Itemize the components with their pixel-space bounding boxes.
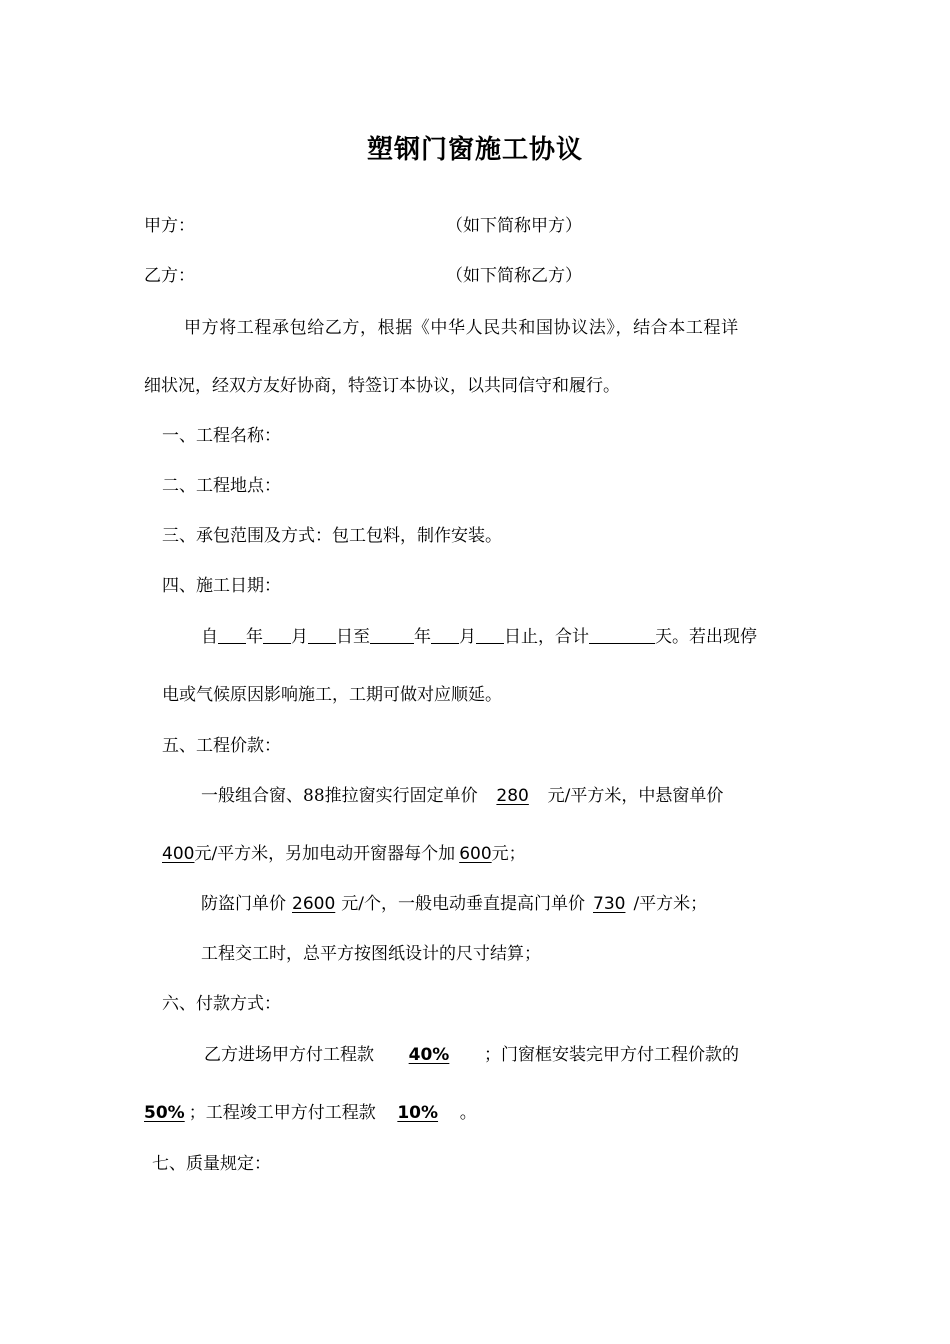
- schedule-day-to: 日至: [336, 627, 370, 647]
- start-year-blank: [218, 625, 246, 644]
- schedule-year-2: 年: [414, 627, 431, 647]
- payment-completion-text: ；工程竣工甲方付工程款: [188, 1103, 376, 1123]
- middle-hung-window-price: 400: [162, 844, 195, 864]
- section-5-heading: 五、工程价款：: [162, 736, 281, 756]
- schedule-until: 日止，合计: [504, 627, 589, 647]
- section-1-project-name: 一、工程名称：: [162, 426, 281, 446]
- price-line-4: 工程交工时，总平方按图纸设计的尺寸结算；: [201, 944, 541, 964]
- section-7-quality: 七、质量规定：: [152, 1154, 271, 1174]
- party-b-label: 乙方：: [144, 266, 195, 286]
- lift-door-price: 730: [593, 894, 626, 914]
- price-line-1: [201, 784, 723, 808]
- document-title: 塑钢门窗施工协议: [366, 135, 583, 165]
- lift-door-text: 元/个，一般电动垂直提高门单价: [341, 894, 585, 914]
- schedule-month: 月: [291, 627, 308, 647]
- payment-entry-text: 乙方进场甲方付工程款: [204, 1045, 374, 1065]
- payment-end: 。: [459, 1103, 477, 1123]
- section-4-heading: 四、施工日期：: [162, 576, 281, 596]
- section-2-project-location: 二、工程地点：: [162, 476, 281, 496]
- schedule-month-2: 月: [459, 627, 476, 647]
- party-b-note: （如下简称乙方）: [446, 266, 582, 286]
- payment-line-1: [204, 1043, 739, 1067]
- price-opener-unit: 元；: [491, 844, 526, 864]
- payment-completion-percent: 10%: [397, 1103, 439, 1123]
- price-line-3: [201, 892, 707, 916]
- payment-frame-text: ；门窗框安装完甲方付工程价款的: [484, 1045, 739, 1065]
- opener-price: 600: [459, 844, 492, 864]
- start-month-blank: [263, 625, 291, 644]
- security-door-price: 2600: [292, 894, 336, 914]
- end-month-blank: [431, 625, 459, 644]
- schedule-line-2: 电或气候原因影响施工，工期可做对应顺延。: [162, 685, 502, 705]
- end-year-blank: [370, 625, 414, 644]
- party-a-label: 甲方：: [144, 216, 195, 236]
- party-a-note: （如下简称甲方）: [446, 216, 582, 236]
- section-6-heading: 六、付款方式：: [162, 994, 281, 1014]
- price-line-2: [162, 842, 526, 866]
- end-day-blank: [476, 625, 504, 644]
- schedule-year: 年: [246, 627, 263, 647]
- payment-line-2: [144, 1101, 477, 1125]
- intro-line-2: 细状况，经双方友好协商，特签订本协议，以共同信守和履行。: [144, 376, 620, 396]
- schedule-line: [201, 625, 757, 649]
- total-days-blank: [589, 625, 655, 644]
- start-day-blank: [308, 625, 336, 644]
- payment-frame-percent: 50%: [144, 1103, 185, 1123]
- intro-line-1: 甲方将工程承包给乙方，根据《中华人民共和国协议法》，结合本工程详: [184, 318, 739, 338]
- price-window-text: 一般组合窗、88推拉窗实行固定单价: [201, 786, 478, 806]
- schedule-from: 自: [201, 627, 218, 647]
- lift-door-unit: /平方米；: [633, 894, 708, 914]
- price-window-text-2: 元/平方米，中悬窗单价: [547, 786, 724, 806]
- price-opener-text: 元/平方米，另加电动开窗器每个加: [194, 844, 456, 864]
- security-door-text: 防盗门单价: [201, 894, 286, 914]
- section-3-scope: 三、承包范围及方式：包工包料，制作安装。: [162, 526, 502, 546]
- payment-entry-percent: 40%: [408, 1045, 450, 1065]
- schedule-days: 天。若出现停: [655, 627, 757, 647]
- window-unit-price: 280: [496, 786, 529, 806]
